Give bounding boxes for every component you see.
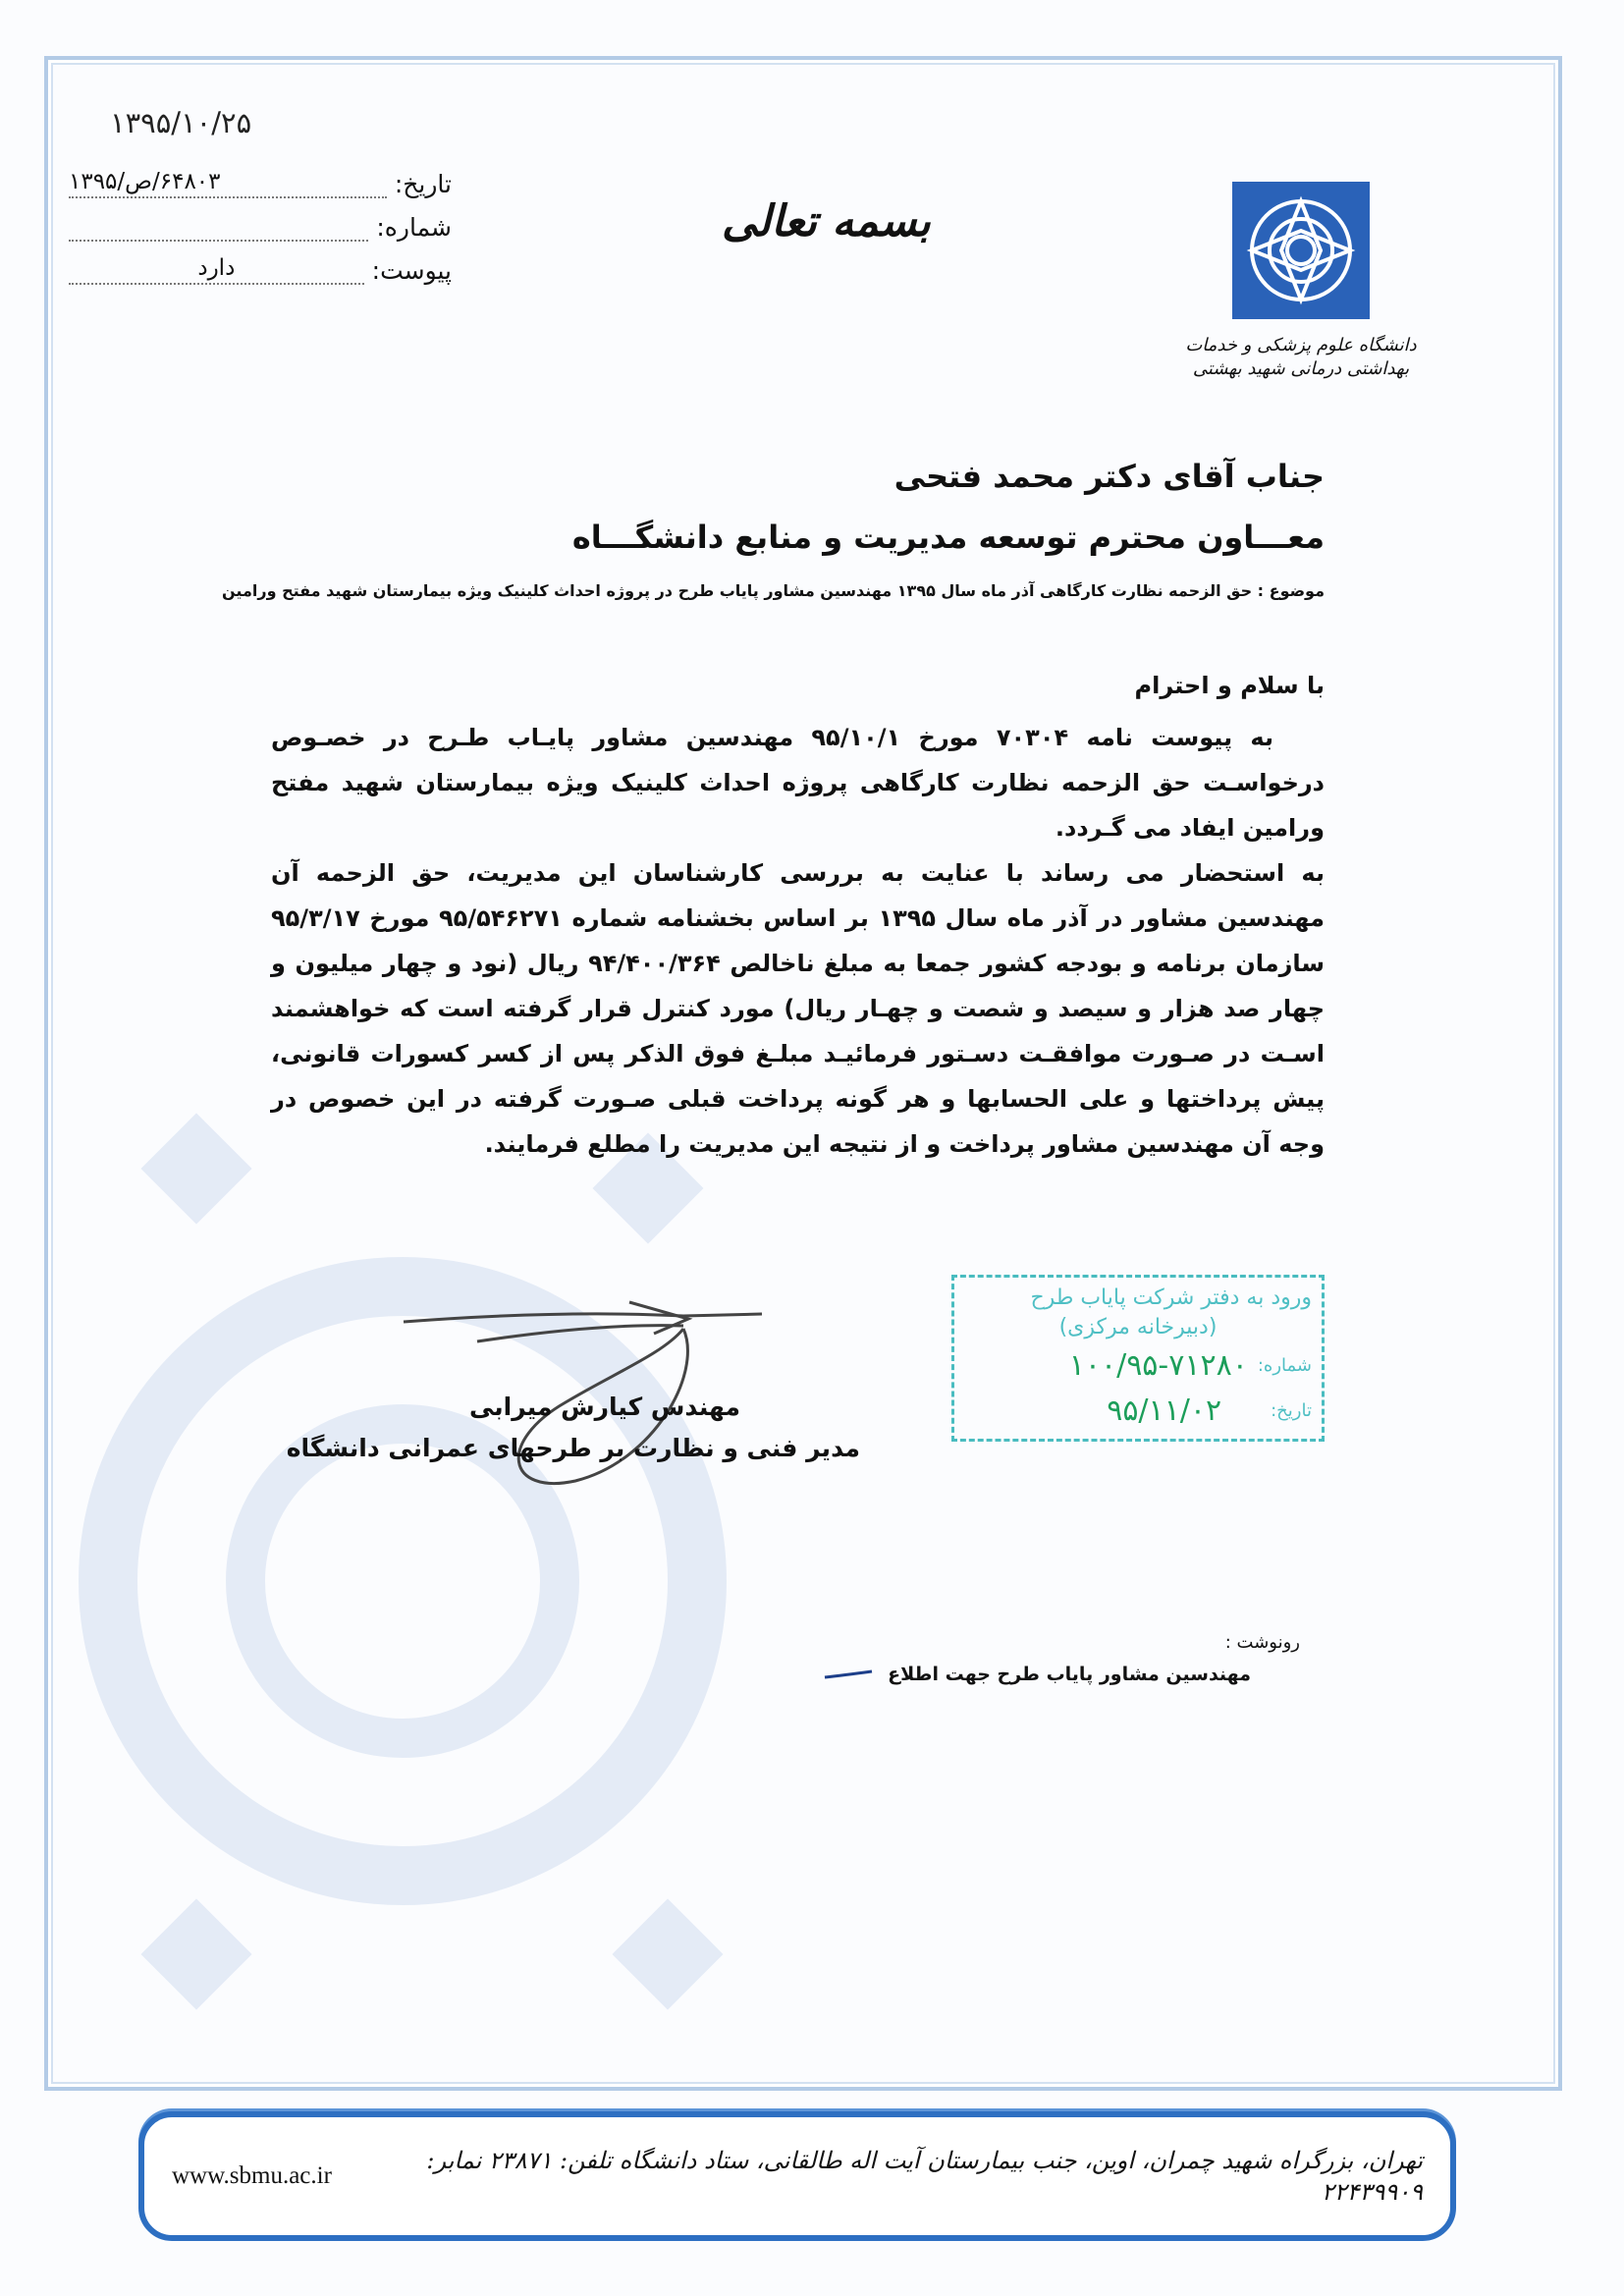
stamp-number-label: شماره: — [1257, 1354, 1312, 1376]
rosette-icon — [1159, 177, 1443, 324]
stamp-number-value: ۱۰۰/۹۵-۷۱۲۸۰ — [1068, 1347, 1248, 1383]
attachment-row — [69, 242, 452, 285]
number-label: شماره: — [376, 213, 452, 242]
signer-name: مهندس کیارش میرابی — [468, 1393, 741, 1421]
receipt-stamp — [951, 1275, 1325, 1442]
cc-row — [271, 1664, 1251, 1685]
stamp-date-value: ۹۵/۱۱/۰۲ — [1107, 1393, 1222, 1428]
logo-text: دانشگاه علوم پزشکی و خدمات بهداشتی درمانی شهید بهشتی — [1185, 335, 1417, 379]
recipient-title: معـــاون محترم توسعه مدیریت و منابع دانشگـــاه — [571, 519, 1325, 556]
cc-label: رونوشت : — [1224, 1632, 1300, 1653]
footer-box — [138, 2111, 1456, 2241]
handwritten-date: ۱۳۹۵/۱۰/۲۵ — [110, 106, 252, 139]
subject-line: موضوع : حق الزحمه نظارت کارگاهی آذر ماه سال ۱۳۹۵ مهندسین مشاور پایاب طرح در پروژه احداث کلینیک ویژه بیمارستان شهید مفتح ورامین — [222, 581, 1325, 600]
cc-item: مهندسین مشاور پایاب طرح جهت اطلاع — [888, 1664, 1251, 1685]
stamp-date-row — [964, 1388, 1312, 1433]
university-logo — [1159, 177, 1443, 381]
signer-title: مدیر فنی و نظارت بر طرحهای عمرانی دانشگاه — [286, 1434, 860, 1462]
attachment-value: دارد — [197, 255, 236, 281]
number-row — [69, 198, 452, 242]
cc-block — [271, 1628, 1300, 1685]
date-row — [69, 155, 452, 198]
letter-body — [271, 715, 1325, 1167]
stamp-number-row — [964, 1342, 1312, 1388]
cc-dash-mark — [823, 1669, 874, 1679]
basmala: بسمه تعالی — [722, 196, 931, 246]
stamp-line-1: ورود به دفتر شرکت پایاب طرح — [1030, 1285, 1312, 1310]
header-fields — [69, 155, 452, 285]
signature-block — [286, 1294, 860, 1510]
stamp-signature-area — [271, 1275, 1325, 1510]
date-value: ۶۴۸۰۳/ص/۱۳۹۵ — [69, 169, 221, 194]
letter-main — [271, 668, 1325, 1685]
attachment-line — [69, 249, 364, 285]
recipient: جناب آقای دکتر محمد فتحی — [893, 458, 1325, 495]
footer-website[interactable]: www.sbmu.ac.ir — [172, 2162, 332, 2189]
greeting: با سلام و احترام — [1134, 672, 1325, 699]
attachment-label: پیوست: — [371, 256, 452, 285]
date-label: تاریخ: — [394, 170, 452, 198]
stamp-date-label: تاریخ: — [1271, 1399, 1312, 1421]
stamp-line-2: (دبیرخانه مرکزی) — [1058, 1315, 1218, 1339]
paragraph-1: به پیوست نامه ۷۰۳۰۴ مورخ ۹۵/۱۰/۱ مهندسین مشاور پایـاب طـرح در خصـوص درخواسـت حق الزحمه نظارت کارگاهی پروژه احداث کلینیک ویژه بیمارستان شهید مفتح ورامین ایفاد می گـردد. — [271, 724, 1325, 842]
paragraph-2: به استحضار می رساند با عنایت به بررسی کارشناسان این مدیریت، حق الزحمه آن مهندسین مشاور در آذر ماه سال ۱۳۹۵ بر اساس بخشنامه شماره ۹۵/۵۴۶۲۷۱ مورخ ۹۵/۳/۱۷ سازمان برنامه و بودجه کشور جمعا به مبلغ ناخالص ۹۴/۴۰۰/۳۶۴ ریال (نود و چهار میلیون و چهار صد هزار و سیصد و شصت و چهـار ریال) مورد کنترل قرار گرفته است که خواهشمند اسـت در صـورت موافقـت دسـتور فرمائیـد مبلـغ فوق الذکر پس از کسر کسورات قانونی، پیش پرداختها و علی الحسابها و هر گونه پرداخت قبلی صـورت گرفته در این خصوص در وجه آن مهندسین مشاور پرداخت و از نتیجه این مدیریت را مطلع فرمایند. — [271, 859, 1325, 1158]
footer-address: تهران، بزرگراه شهید چمران، اوین، جنب بیمارستان آیت اله طالقانی، ستاد دانشگاه تلفن: ۲۳۸۷۱ نمابر: ۲۲۴۳۹۹۰۹ — [426, 2147, 1423, 2206]
number-line — [69, 206, 368, 242]
date-line — [69, 163, 387, 198]
